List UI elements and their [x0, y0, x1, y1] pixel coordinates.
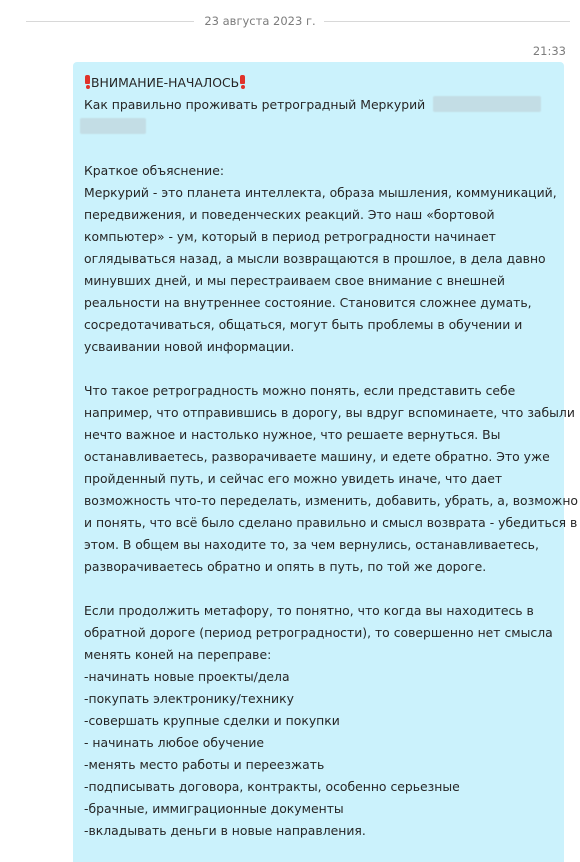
paragraph-line: нечто важное и настолько нужное, что решаете вернуться. Вы — [84, 427, 501, 442]
message-intro-line — [84, 94, 560, 116]
paragraph-1 — [84, 182, 560, 358]
paragraph-line: менять коней на переправе: — [84, 647, 272, 662]
paragraph-3 — [84, 600, 560, 666]
paragraph-line: возможность что-то переделать, изменить, добавить, убрать, а, возможно — [84, 493, 578, 508]
paragraph-line: останавливаетесь, разворачиваете машину, и едете обратно. Это уже — [84, 449, 550, 464]
paragraph-line: обратной дороге (период ретроградности), то совершенно нет смысла — [84, 625, 553, 640]
advice-list — [84, 666, 560, 842]
list-item: -менять место работы и переезжать — [84, 757, 325, 772]
list-item: -совершать крупные сделки и покупки — [84, 713, 340, 728]
paragraph-line: и понять, что всё было сделано правильно и смысл возврата - убедиться в — [84, 515, 578, 530]
paragraph-line: компьютер» - ум, который в период ретроградности начинает — [84, 229, 496, 244]
date-separator-line-right — [324, 21, 570, 22]
red-exclamation-icon — [85, 75, 90, 89]
paragraph-line: например, что отправившись в дорогу, вы вдруг вспоминаете, что забыли — [84, 405, 575, 420]
list-item: -вкладывать деньги в новые направления. — [84, 823, 366, 838]
paragraph-line: Что такое ретроградность можно понять, если представить себе — [84, 383, 516, 398]
paragraph-line: реальности на внутреннее состояние. Становится сложнее думать, — [84, 295, 532, 310]
paragraph-line: разворачиваетесь обратно и опять в путь, по той же дороге. — [84, 559, 487, 574]
list-item: -подписывать договора, контракты, особенно серьезные — [84, 779, 460, 794]
list-item: -начинать новые проекты/дела — [84, 669, 290, 684]
red-exclamation-icon — [240, 75, 245, 89]
list-item: -покупать электронику/технику — [84, 691, 294, 706]
message-text — [84, 72, 578, 842]
paragraph-line: Меркурий - это планета интеллекта, образа мышления, коммуникаций, — [84, 185, 557, 200]
paragraph-line: усваивании новой информации. — [84, 339, 295, 354]
paragraph-line: передвижения, и поведенческих реакций. Это наш «бортовой — [84, 207, 495, 222]
date-separator-label: 23 августа 2023 г. — [204, 14, 316, 28]
message-timestamp: 21:33 — [532, 44, 566, 58]
list-item: -брачные, иммиграционные документы — [84, 801, 344, 816]
paragraph-title: Краткое объяснение: — [84, 163, 225, 178]
paragraph-line: минувших дней, и мы перестраиваем свое внимание с внешней — [84, 273, 505, 288]
message-header-label: ВНИМАНИЕ-НАЧАЛОСЬ — [91, 75, 240, 90]
message-intro-line-2 — [84, 116, 560, 138]
message-header — [84, 72, 560, 94]
paragraph-2 — [84, 380, 578, 578]
list-item: - начинать любое обучение — [84, 735, 265, 750]
date-separator — [0, 12, 580, 32]
message-intro: Как правильно проживать ретроградный Меркурий — [84, 97, 426, 112]
paragraph-line: оглядываться назад, а мысли возвращаются в прошлое, в дела давно — [84, 251, 546, 266]
redacted-text — [80, 118, 146, 134]
paragraph-line: пройденный путь, и сейчас его можно увидеть иначе, что дает — [84, 471, 503, 486]
paragraph-line: Если продолжить метафору, то понятно, что когда вы находитесь в — [84, 603, 534, 618]
redacted-text — [433, 96, 541, 112]
paragraph-line: этом. В общем вы находите то, за чем вернулись, останавливаетесь, — [84, 537, 539, 552]
paragraph-line: сосредотачиваться, общаться, могут быть проблемы в обучении и — [84, 317, 523, 332]
